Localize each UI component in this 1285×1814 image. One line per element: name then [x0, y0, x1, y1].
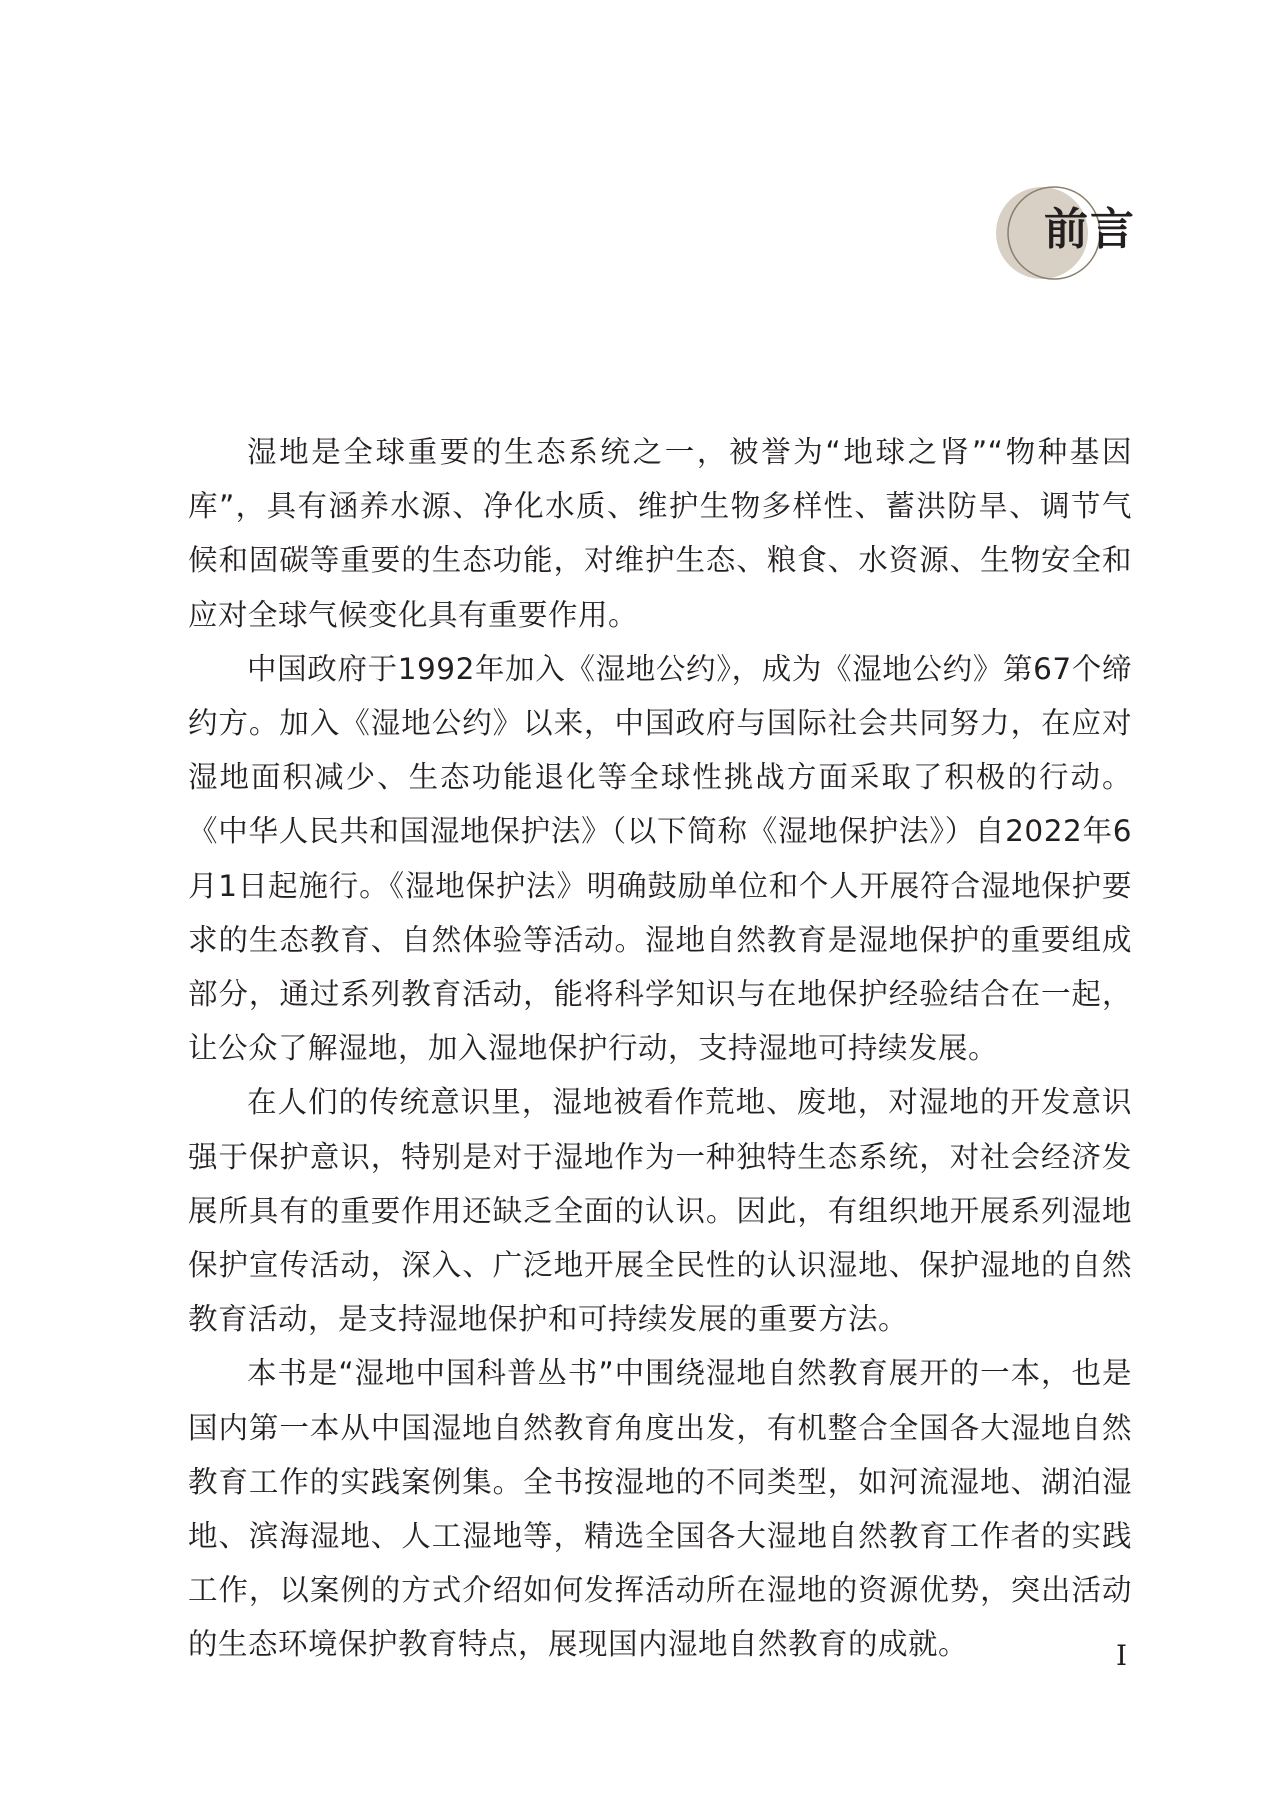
- paragraph-2: 中国政府于1992年加入《湿地公约》，成为《湿地公约》第67个缔约方。加入《湿地公约》以来，中国政府与国际社会共同努力，在应对湿地面积减少、生态功能退化等全球性挑战方面采取了积极的行动。《中华人民共和国湿地保护法》（以下简称《湿地保护法》）自2022年6月1日起施行。《湿地保护法》明确鼓励单位和个人开展符合湿地保护要求的生态教育、自然体验等活动。湿地自然教育是湿地保护的重要组成部分，通过系列教育活动，能将科学知识与在地保护经验结合在一起，让公众了解湿地，加入湿地保护行动，支持湿地可持续发展。: [188, 651, 1132, 1066]
- paragraph-3: 在人们的传统意识里，湿地被看作荒地、废地，对湿地的开发意识强于保护意识，特别是对于湿地作为一种独特生态系统，对社会经济发展所具有的重要作用还缺乏全面的认识。因此，有组织地开展系列湿地保护宣传活动，深入、广泛地开展全民性的认识湿地、保护湿地的自然教育活动，是支持湿地保护和可持续发展的重要方法。: [188, 1085, 1132, 1337]
- paragraph-1: 湿地是全球重要的生态系统之一，被誉为“地球之肾”“物种基因库”，具有涵养水源、净化水质、维护生物多样性、蓄洪防旱、调节气候和固碳等重要的生态功能，对维护生态、粮食、水资源、生物安全和应对全球气候变化具有重要作用。: [188, 435, 1132, 632]
- body-text: [188, 425, 1132, 1672]
- paragraph-4: 本书是“湿地中国科普丛书”中围绕湿地自然教育展开的一本，也是国内第一本从中国湿地自然教育角度出发，有机整合全国各大湿地自然教育工作的实践案例集。全书按湿地的不同类型，如河流湿地、湖泊湿地、滨海湿地、人工湿地等，精选全国各大湿地自然教育工作者的实践工作，以案例的方式介绍如何发挥活动所在湿地的资源优势，突出活动的生态环境保护教育特点，展现国内湿地自然教育的成就。: [188, 1356, 1132, 1662]
- title-block: [990, 185, 1136, 285]
- page-number: I: [1116, 1639, 1128, 1672]
- page-title: 前言: [1044, 204, 1136, 255]
